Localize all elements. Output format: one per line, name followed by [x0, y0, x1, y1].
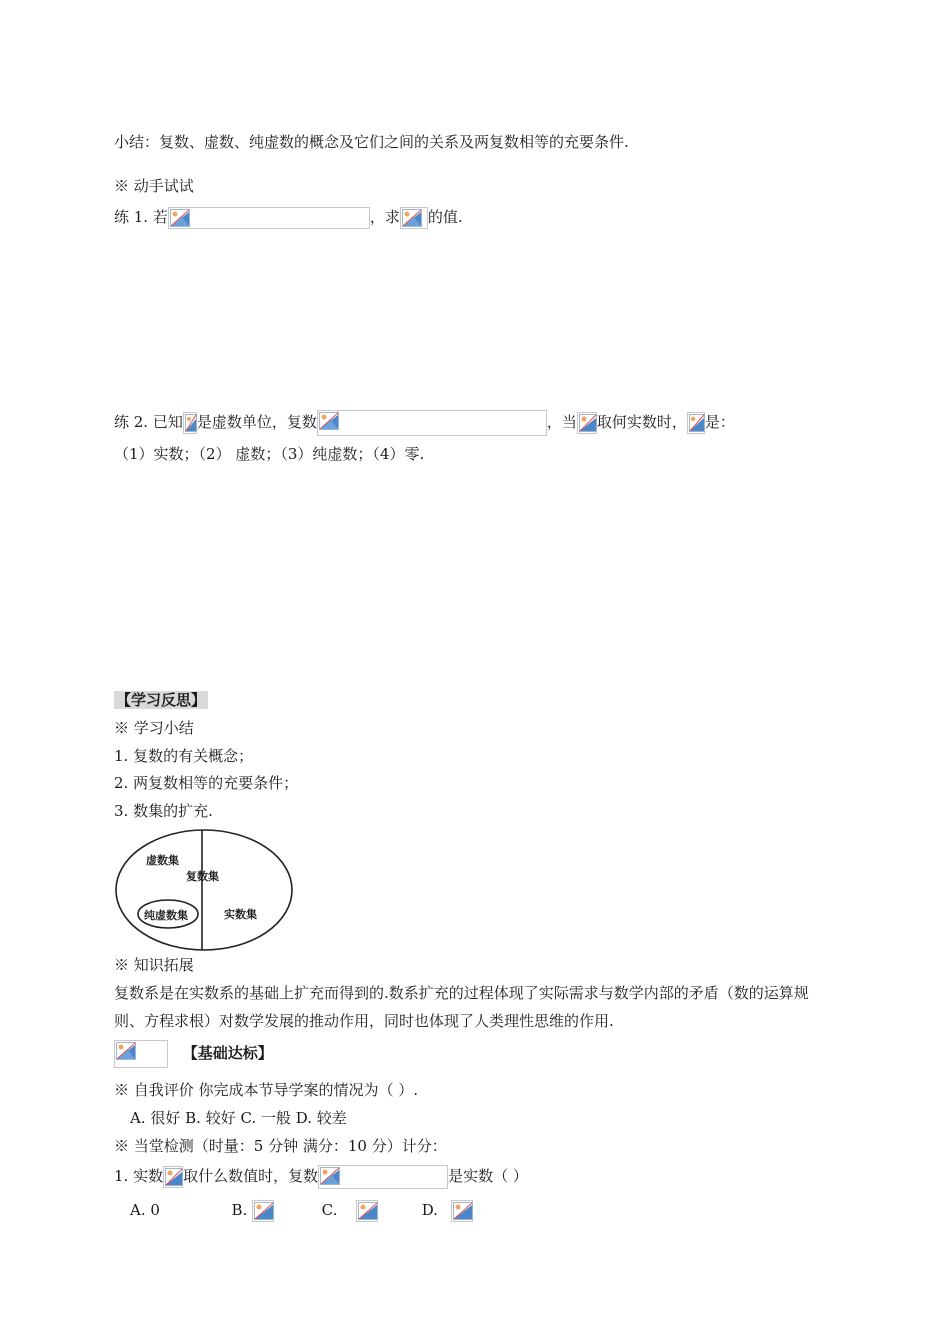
- exercise-2-part4: 是：: [704, 413, 735, 431]
- question-1-middle: 取什么数值时，复数: [183, 1167, 319, 1185]
- formula-image-icon: [168, 207, 370, 229]
- option-c: C.: [321, 1201, 338, 1219]
- exercise-2-part1: 是虚数单位，复数: [196, 413, 317, 431]
- formula-image-icon: [163, 1166, 183, 1188]
- option-d: D.: [421, 1201, 438, 1219]
- basic-title: 【基础达标】: [182, 1044, 273, 1062]
- exercise-2-part2: ，当: [546, 413, 577, 431]
- number-set-diagram: [112, 828, 296, 954]
- exercise-2-part3: 取何实数时，: [596, 413, 687, 431]
- exercise-2-options: （1）实数；（2） 虚数；（3）纯虚数；（4）零.: [114, 445, 425, 463]
- try-section-heading: ※ 动手试试: [114, 177, 194, 195]
- complex-set-ellipse: [116, 830, 292, 950]
- reflection-item: 2. 两复数相等的充要条件；: [114, 774, 299, 792]
- exercise-2: [114, 410, 735, 436]
- image-placeholder-icon: [114, 1040, 168, 1068]
- question-1-suffix: 是实数（ ）: [448, 1167, 528, 1185]
- self-eval-text: ※ 自我评价 你完成本节导学案的情况为（ ）.: [114, 1081, 419, 1099]
- formula-image-icon: [451, 1200, 473, 1222]
- reflection-summary-heading: ※ 学习小结: [114, 719, 194, 737]
- question-1-prefix: 1. 实数: [114, 1167, 164, 1185]
- formula-image-icon: [317, 410, 547, 436]
- reflection-item: 1. 复数的有关概念；: [114, 747, 254, 765]
- reflection-item: 3. 数集的扩充.: [114, 802, 213, 820]
- real-set-label: 实数集: [224, 908, 257, 921]
- self-eval-options: A. 很好 B. 较好 C. 一般 D. 较差: [130, 1109, 347, 1127]
- exercise-2-prefix: 练 2. 已知: [114, 413, 183, 431]
- option-b: B.: [231, 1201, 248, 1219]
- formula-image-icon: [252, 1200, 274, 1222]
- formula-image-icon: [577, 412, 597, 434]
- formula-image-icon: [183, 412, 197, 434]
- exercise-1: [114, 206, 463, 229]
- formula-image-icon: [400, 207, 428, 229]
- complex-set-label: 复数集: [186, 870, 219, 883]
- formula-image-icon: [687, 412, 705, 434]
- question-1: [114, 1165, 528, 1189]
- option-a: A. 0: [130, 1201, 160, 1219]
- extension-heading: ※ 知识拓展: [114, 956, 194, 974]
- formula-image-icon: [318, 1165, 448, 1189]
- basic-title-row: [114, 1040, 273, 1068]
- formula-image-icon: [356, 1200, 378, 1222]
- reflection-title-text: 【学习反思】: [116, 691, 207, 709]
- pure-imaginary-set-label: 纯虚数集: [144, 909, 188, 922]
- extension-text: 复数系是在实数系的基础上扩充而得到的.数系扩充的过程体现了实际需求与数学内部的矛盾（数的运算规则、方程求根）对数学发展的推动作用，同时也体现了人类理性思维的作用.: [114, 984, 809, 1030]
- question-1-options: [130, 1199, 473, 1222]
- exercise-1-middle: ，求: [369, 208, 400, 226]
- number-set-diagram-graphic: [112, 828, 296, 954]
- summary-text: 小结：复数、虚数、纯虚数的概念及它们之间的关系及两复数相等的充要条件.: [114, 133, 629, 151]
- reflection-title: [114, 689, 208, 711]
- test-heading: ※ 当堂检测（时量：5 分钟 满分：10 分）计分：: [114, 1137, 447, 1155]
- exercise-1-suffix: 的值.: [427, 208, 463, 226]
- exercise-1-prefix: 练 1. 若: [114, 208, 168, 226]
- imaginary-set-label: 虚数集: [146, 854, 179, 867]
